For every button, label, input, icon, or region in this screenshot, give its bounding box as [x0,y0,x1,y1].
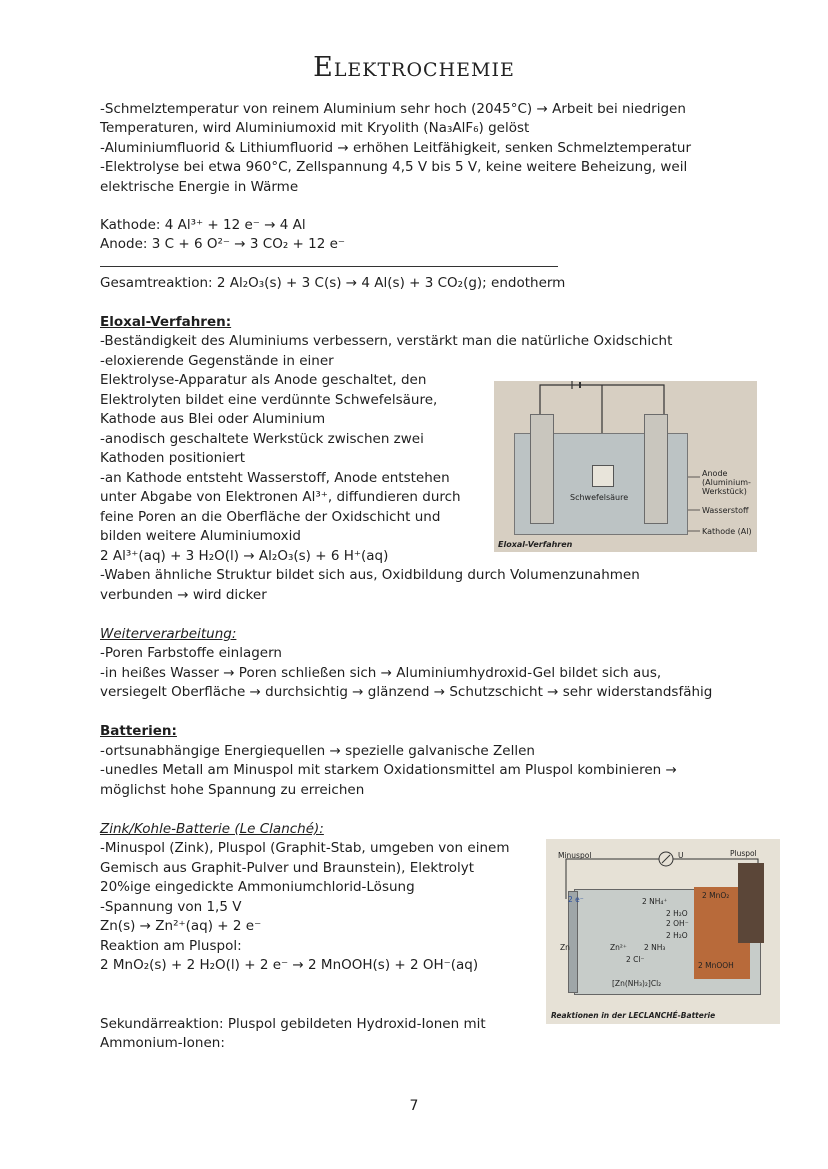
text-line: -Beständigkeit des Aluminiums verbessern, verstärkt man die natürliche Oxidschicht [100,333,673,349]
text-line: -Aluminiumfluorid & Lithiumfluorid → erhöhen Leitfähigkeit, senken Schmelztemperatur [100,140,692,156]
eloxal-equation: 2 Al³⁺(aq) + 3 H₂O(l) → Al₂O₃(s) + 6 H⁺(aq) [100,548,389,564]
text-line: -Elektrolyse bei etwa 960°C, Zellspannung 4,5 V bis 5 V, keine weitere Beheizung, weil [100,159,688,175]
text-line: Reaktion am Pluspol: [100,938,242,954]
text-line: -an Kathode entsteht Wasserstoff, Anode entstehen [100,470,450,486]
text-line: -in heißes Wasser → Poren schließen sich → Aluminiumhydroxid-Gel bildet sich aus, [100,665,662,681]
ammonia-label: 2 NH₃ [644,943,666,952]
zink-heading: Zink/Kohle-Batterie (Le Clanché): [100,821,324,837]
text-line: Kathoden positioniert [100,450,246,466]
text-line: verbunden → wird dicker [100,587,267,603]
text-line: -Spannung von 1,5 V [100,899,242,915]
text-line: -ortsunabhängige Energiequellen → spezielle galvanische Zellen [100,743,535,759]
eloxal-heading: Eloxal-Verfahren: [100,314,232,330]
electrolyte-label: Schwefelsäure [570,493,629,502]
water-label: 2 H₂O [666,909,688,918]
voltage-label: U [678,851,684,860]
text-line: elektrische Energie in Wärme [100,179,299,195]
divider [100,266,558,267]
hydrogen-label: Wasserstoff [702,506,749,515]
text-line: versiegelt Oberfläche → durchsichtig → glänzend → Schutzschicht → sehr widerstandsfähig [100,684,713,700]
gesamt-reaction: Gesamtreaktion: 2 Al₂O₃(s) + 3 C(s) → 4 Al(s) + 3 CO₂(g); endotherm [100,275,566,291]
graphite-rod [738,863,764,943]
eloxal-figure [494,381,757,552]
text-line: -Poren Farbstoffe einlagern [100,645,282,661]
text-line: Sekundärreaktion: Pluspol gebildeten Hydroxid-Ionen mit [100,1016,486,1032]
zink-equation: Zn(s) → Zn²⁺(aq) + 2 e⁻ [100,918,262,934]
cathode-label: Kathode (Al) [702,527,752,536]
weiterverarbeitung-heading: Weiterverarbeitung: [100,626,237,642]
leclanche-figure [546,839,780,1024]
ammonium-label: 2 NH₄⁺ [642,897,668,906]
anode-sublabel: Werkstück) [702,487,747,496]
anode-workpiece [592,465,614,487]
text-line: -eloxierende Gegenstände in einer [100,353,334,369]
batterien-heading: Batterien: [100,723,177,739]
text-line: Kathode aus Blei oder Aluminium [100,411,326,427]
figure-caption: Eloxal-Verfahren [498,540,573,549]
text-line: -anodisch geschaltete Werkstück zwischen zwei [100,431,424,447]
text-line: 20%ige eingedickte Ammoniumchlorid-Lösung [100,879,415,895]
page-title: Elektrochemie [313,52,515,83]
electron-label: 2 e⁻ [568,895,584,904]
pluspol-label: Pluspol [730,849,757,858]
pluspol-equation: 2 MnO₂(s) + 2 H₂O(l) + 2 e⁻ → 2 MnOOH(s) + 2 OH⁻(aq) [100,957,479,973]
mnooh-label: 2 MnOOH [698,961,734,970]
text-line: möglichst hohe Spannung zu erreichen [100,782,365,798]
text-line: -Waben ähnliche Struktur bildet sich aus, Oxidbildung durch Volumenzunahmen [100,567,640,583]
complex-label: [Zn(NH₃)₂]Cl₂ [612,979,662,988]
anode-sublabel: (Aluminium- [702,478,751,487]
text-line: Ammonium-Ionen: [100,1035,225,1051]
anode-label: Anode [702,469,728,478]
text-line: unter Abgabe von Elektronen Al³⁺, diffundieren durch [100,489,461,505]
chloride-label: 2 Cl⁻ [626,955,645,964]
text-line: -Minuspol (Zink), Pluspol (Graphit-Stab, umgeben von einem [100,840,510,856]
text-line: Gemisch aus Graphit-Pulver und Braunstein), Elektrolyt [100,860,474,876]
mno2-label: 2 MnO₂ [702,891,730,900]
anode-reaction: Anode: 3 C + 6 O²⁻ → 3 CO₂ + 12 e⁻ [100,236,346,252]
zinc-ion-label: Zn²⁺ [610,943,627,952]
figure-caption: Reaktionen in der LECLANCHÉ-Batterie [551,1011,716,1020]
kathode-reaction: Kathode: 4 Al³⁺ + 12 e⁻ → 4 Al [100,217,306,233]
text-line: -Schmelztemperatur von reinem Aluminium sehr hoch (2045°C) → Arbeit bei niedrigen [100,101,686,117]
text-line: Elektrolyse-Apparatur als Anode geschaltet, den [100,372,427,388]
text-line: Elektrolyten bildet eine verdünnte Schwefelsäure, [100,392,438,408]
hydroxide-label: 2 OH⁻ [666,919,689,928]
page-number: 7 [409,1098,419,1114]
text-line: feine Poren an die Oberfläche der Oxidschicht und [100,509,441,525]
water-label: 2 H₂O [666,931,688,940]
zinc-label: Zn [560,943,570,952]
text-line: -unedles Metall am Minuspol mit starkem Oxidationsmittel am Pluspol kombinieren → [100,762,677,778]
minuspol-label: Minuspol [558,851,592,860]
text-line: Temperaturen, wird Aluminiumoxid mit Kryolith (Na₃AlF₆) gelöst [100,120,530,136]
cathode-left [530,414,554,524]
text-line: bilden weitere Aluminiumoxid [100,528,301,544]
zinc-cup [568,891,578,993]
cathode-right [644,414,668,524]
